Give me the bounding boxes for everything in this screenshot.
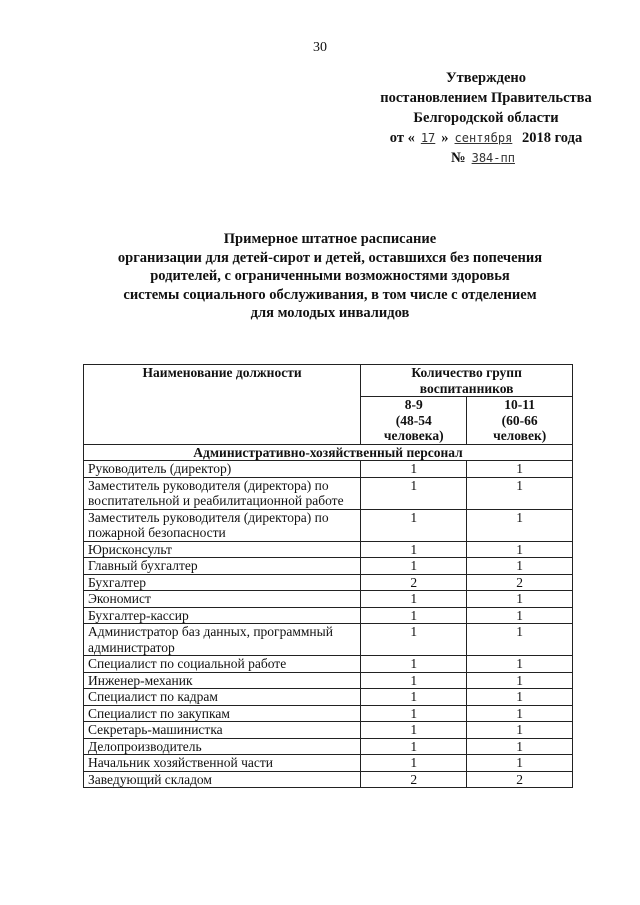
table-row — [84, 558, 573, 575]
position-name: Инженер-механик — [84, 672, 361, 689]
title-line-2: организации для детей-сирот и детей, оставшихся без попечения — [117, 249, 543, 266]
approval-line-1: Утверждено — [446, 70, 526, 86]
position-name: Руководитель (директор) — [84, 461, 361, 478]
approval-line-2: постановлением Правительства — [380, 90, 592, 106]
col1-line-2: (48-54 — [395, 412, 432, 428]
table-row — [84, 771, 573, 788]
position-name: Заведующий складом — [84, 771, 361, 788]
header-col-2 — [467, 397, 573, 445]
header-col-1 — [361, 397, 467, 445]
count-10-11: 1 — [467, 624, 573, 656]
count-10-11: 1 — [467, 509, 573, 541]
count-10-11: 1 — [467, 755, 573, 772]
count-10-11: 1 — [467, 477, 573, 509]
position-name: Юрисконсульт — [84, 541, 361, 558]
table-row — [84, 509, 573, 541]
position-name: Специалист по закупкам — [84, 705, 361, 722]
count-8-9: 1 — [361, 558, 467, 575]
table-row — [84, 689, 573, 706]
position-name: Секретарь-машинистка — [84, 722, 361, 739]
date-month: сентября — [454, 131, 513, 145]
title-line-4: системы социального обслуживания, в том числе с отделением — [123, 286, 537, 303]
count-8-9: 1 — [361, 738, 467, 755]
count-8-9: 2 — [361, 771, 467, 788]
header-row — [84, 365, 573, 397]
count-10-11: 1 — [467, 541, 573, 558]
position-name: Бухгалтер — [84, 574, 361, 591]
date-mid: » — [441, 130, 449, 146]
table-row — [84, 461, 573, 478]
count-10-11: 1 — [467, 656, 573, 673]
table-row — [84, 541, 573, 558]
table-row — [84, 477, 573, 509]
count-10-11: 2 — [467, 771, 573, 788]
position-name: Экономист — [84, 591, 361, 608]
count-10-11: 1 — [467, 689, 573, 706]
count-8-9: 1 — [361, 477, 467, 509]
page-number: 30 — [313, 40, 327, 55]
count-8-9: 1 — [361, 755, 467, 772]
date-prefix: от « — [389, 130, 415, 146]
position-name: Специалист по социальной работе — [84, 656, 361, 673]
approval-stamp — [366, 68, 606, 168]
date-day: 17 — [420, 131, 436, 145]
position-name: Администратор баз данных, программный администратор — [84, 624, 361, 656]
count-10-11: 1 — [467, 461, 573, 478]
count-8-9: 1 — [361, 541, 467, 558]
position-name: Заместитель руководителя (директора) по пожарной безопасности — [84, 509, 361, 541]
title-line-3: родителей, с ограниченными возможностями здоровья — [150, 268, 510, 284]
number-prefix: № — [451, 150, 466, 166]
position-name: Заместитель руководителя (директора) по воспитательной и реабилитационной работе — [84, 477, 361, 509]
position-name: Специалист по кадрам — [84, 689, 361, 706]
approval-line-3: Белгородской области — [413, 110, 559, 126]
count-10-11: 1 — [467, 607, 573, 624]
table-row — [84, 591, 573, 608]
count-8-9: 1 — [361, 624, 467, 656]
table-row — [84, 607, 573, 624]
count-8-9: 1 — [361, 705, 467, 722]
table-row — [84, 738, 573, 755]
count-10-11: 1 — [467, 672, 573, 689]
table-row — [84, 656, 573, 673]
count-10-11: 1 — [467, 591, 573, 608]
position-name: Главный бухгалтер — [84, 558, 361, 575]
table-row — [84, 722, 573, 739]
table-row — [84, 755, 573, 772]
count-10-11: 2 — [467, 574, 573, 591]
count-8-9: 1 — [361, 509, 467, 541]
section-title: Административно-хозяйственный персонал — [84, 444, 573, 461]
table-row — [84, 705, 573, 722]
count-8-9: 1 — [361, 591, 467, 608]
count-8-9: 1 — [361, 607, 467, 624]
title-line-5: для молодых инвалидов — [250, 305, 410, 321]
staff-table — [83, 364, 573, 788]
header-groups: Количество групп воспитанников — [361, 365, 573, 397]
col1-line-3: человека) — [383, 428, 444, 443]
number-value: 384-пп — [471, 151, 515, 165]
count-10-11: 1 — [467, 705, 573, 722]
count-10-11: 1 — [467, 558, 573, 575]
col2-line-1: 10-11 — [504, 397, 536, 412]
date-year: 2018 года — [521, 130, 583, 146]
table-row — [84, 574, 573, 591]
count-8-9: 1 — [361, 656, 467, 673]
approval-number — [366, 148, 606, 168]
count-8-9: 2 — [361, 574, 467, 591]
position-name: Начальник хозяйственной части — [84, 755, 361, 772]
count-8-9: 1 — [361, 461, 467, 478]
count-10-11: 1 — [467, 738, 573, 755]
section-row — [84, 444, 573, 461]
col2-line-2: (60-66 — [501, 412, 538, 428]
table-row — [84, 672, 573, 689]
header-position: Наименование должности — [84, 365, 361, 445]
count-8-9: 1 — [361, 689, 467, 706]
approval-date — [366, 128, 606, 148]
document-title — [90, 230, 570, 323]
table-row — [84, 624, 573, 656]
position-name: Делопроизводитель — [84, 738, 361, 755]
title-line-1: Примерное штатное расписание — [223, 231, 437, 247]
col2-line-3: человек) — [493, 428, 547, 443]
count-10-11: 1 — [467, 722, 573, 739]
position-name: Бухгалтер-кассир — [84, 607, 361, 624]
count-8-9: 1 — [361, 722, 467, 739]
col1-line-1: 8-9 — [404, 397, 423, 412]
count-8-9: 1 — [361, 672, 467, 689]
